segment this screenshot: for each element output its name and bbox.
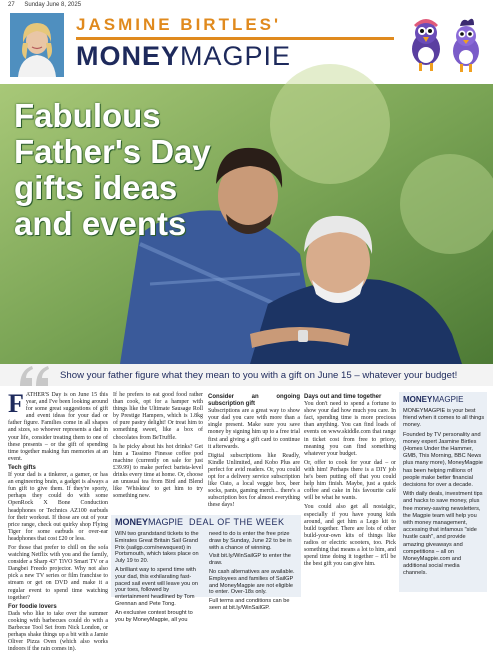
section-text: If he prefers to eat good food rather than cook, opt for a hamper with things like the Ultimate Sausage Roll by Prestige Hampers, which is 1.8kg of pure pastry delight! Or treat him to something sweet, like a box of chocolates from BeTruffle. <box>113 392 203 441</box>
columnist-name: JASMINE BIRTLES' <box>76 15 282 34</box>
author-photo <box>10 13 64 77</box>
column-title-light: MAGPIE <box>180 41 292 71</box>
deal-paragraph: No cash alternatives are available. Employees and families of SailGP and MoneyMagpie are not eligible to enter. Over-18s only. <box>209 568 295 596</box>
article-column-4 <box>304 392 396 597</box>
deal-paragraph: WIN two grandstand tickets to the Emirates Great Britain Sail Grand Prix (sailgp.com/newsquest) in Portsmouth, which takes place on July 19 to 20. <box>115 531 199 565</box>
deal-paragraph: An exclusive contest brought to you by MoneyMagpie, all you <box>115 609 193 623</box>
masthead <box>0 9 493 81</box>
section-text: Subscriptions are a great way to show your dad you care with more than a single present. Make sure you save money by signing him up to a free trial first and giving a gift card to continue it afterwards. <box>208 408 300 450</box>
standfirst-bar <box>0 364 493 386</box>
deal-paragraph: Visit bit.ly/WinSailGP to enter the draw. <box>209 553 291 567</box>
deal-paragraph: need to do is enter the free prize draw by Sunday, June 22 to be in with a chance of winning. <box>209 531 292 551</box>
article-column-2 <box>113 392 203 512</box>
standfirst-text: Show your father figure what they mean to you with a gift on June 15 – whatever your budget! <box>60 370 458 381</box>
sidebar-text <box>403 408 485 580</box>
sidebar-brand <box>403 395 463 404</box>
sidebar-brand-bold: MONEY <box>403 395 433 404</box>
section-text: Is he picky about his hot drinks? Get him a Tassimo Finesse coffee pod machine (currently on sale for just £39.99) to make perfect barista-level drinks every time at home. Or, choose an unusual tea from Bird and Blend like 'Whisktea' to get him to try something new. <box>113 443 203 500</box>
section-text: Dads who like to take over the summer cooking with barbecues could do with a Barbecue Tool Set from Nick London, or perhaps shake things up a bit with a Jamie Oliver Pizza Oven (which also works indoors if the rain comes in). <box>8 610 108 653</box>
quote-icon <box>18 362 52 388</box>
magpie-right-icon <box>453 19 479 72</box>
deal-brand-bold: MONEY <box>115 517 149 527</box>
issue-date: Sunday June 8, 2025 <box>24 2 82 8</box>
deal-paragraph: A brilliant way to spend time with your dad, this exhilarating fast-paced sail event will leave you on your toes, followed by entertainment headlined by Tom Grennan and Pete Tong. <box>115 566 199 607</box>
hero-headline: Fabulous Father's Day gifts ideas and events <box>14 97 211 242</box>
section-text: Or, offer to cook for your dad – or with him! Perhaps there is a DIY job he's been putting off that you could help him finish. Maybe, just a quick coffee and cake in his favourite café will be what he wants. <box>304 459 396 502</box>
article-intro: FATHER'S Day is on June 15 this year, and I've been looking around for some great suggestions of gift and event ideas for your dad or father figure. Families come in all shapes and sizes, so whoever represents a dad in your life, consider treating them to one of these presents – or the gift of spending time together making fun memories at an event. <box>8 389 108 462</box>
deal-column-2 <box>209 531 297 614</box>
sidebar-brand-light: MAGPIE <box>432 395 464 404</box>
sidebar-paragraph: Founded by TV personality and money expert Jasmine Birtles (Homes Under the Hammer, GMB, This Morning, BBC News plus many more), MoneyMagpie has been helping millions of people make better financial decisions for over a decade. <box>403 431 483 489</box>
section-text: You don't need to spend a fortune to show your dad how much you care. In fact, spending time is more precious than anything. You can find loads of events on www.skiddle.com that range in ticket cost from free to pricey, meaning you can find something whatever your budget. <box>304 401 396 457</box>
section-heading: For foodie lovers <box>8 603 57 610</box>
magpie-mascots <box>402 9 492 79</box>
column-title-bold: MONEY <box>76 41 181 71</box>
section-text: Digital subscriptions like Readly, Kindle Unlimited, and Kobo Plus are perfect for avid readers. Or, you could opt for a delivery service subscription like Oato, a local veggie box, beer socks, pants, gaming merch... there's a subscription box for almost everything these days! <box>208 452 300 509</box>
section-text: If your dad is a tinkerer, a gamer, or has an engineering brain, a gadget is always a fun gift to give them. If they're sporty, perhaps they could do with some OpenRock X Bone Conduction headphones or Technics AZ100 earbuds for their workout. If those are out of your price range, check out quirky shop Flying Tiger for some earbuds or over-ear headphones that cost £20 or less. <box>8 472 108 542</box>
deal-label: DEAL OF THE WEEK <box>189 517 285 527</box>
column-title <box>76 41 291 72</box>
deal-paragraph: Full terms and conditions can be seen at bit.ly/WinSailGP. <box>209 598 290 611</box>
drop-cap: F <box>8 389 24 418</box>
section-text: You could also get all nostalgic, especially if you have young kids around, and get him a Lego kit to build together. There are lots of other build-your-own kits of things like radios or electric scooters, too. Pick something that means a lot to him, and spend time doing it together – it'll be the best gift you can give him. <box>304 504 396 568</box>
article-column-1 <box>8 389 108 655</box>
moneymagpie-sidebar <box>399 392 487 592</box>
section-heading: Tech gifts <box>8 464 36 471</box>
section-text: For those that prefer to chill on the sofa watching Netflix with you and the family, consider a Sharp 43" TiVO Smart TV or a Dangbei Freedo projector. Why not also pick a new TV series or film franchise to stream or get on DVD and make it a regular event to spend time watching together? <box>8 544 108 601</box>
article-column-3 <box>208 392 300 512</box>
magpie-left-icon <box>412 19 440 71</box>
sidebar-paragraph: MONEYMAGPIE is your best friend when it comes to all things money. <box>403 408 485 429</box>
deal-of-the-week-box <box>111 515 301 623</box>
folio <box>8 2 89 8</box>
hero-photo <box>0 84 493 364</box>
deal-column-1 <box>115 531 203 625</box>
masthead-rule <box>76 37 394 40</box>
sidebar-paragraph: With daily deals, investment tips and hacks to save money, plus free money-saving newsletters, the Magpie team will help you with money management, accessing that infamous "side hustle cash", and provide amazing giveaways and competitions – all on MoneyMagpie.com and additional social media channels. <box>403 491 483 577</box>
deal-brand-light: MAGPIE <box>148 517 184 527</box>
page-number: 27 <box>8 2 15 8</box>
section-heading: Consider an ongoing subscription gift <box>208 394 300 408</box>
deal-of-the-week-header <box>115 517 285 527</box>
section-heading: Days out and time together <box>304 394 382 400</box>
